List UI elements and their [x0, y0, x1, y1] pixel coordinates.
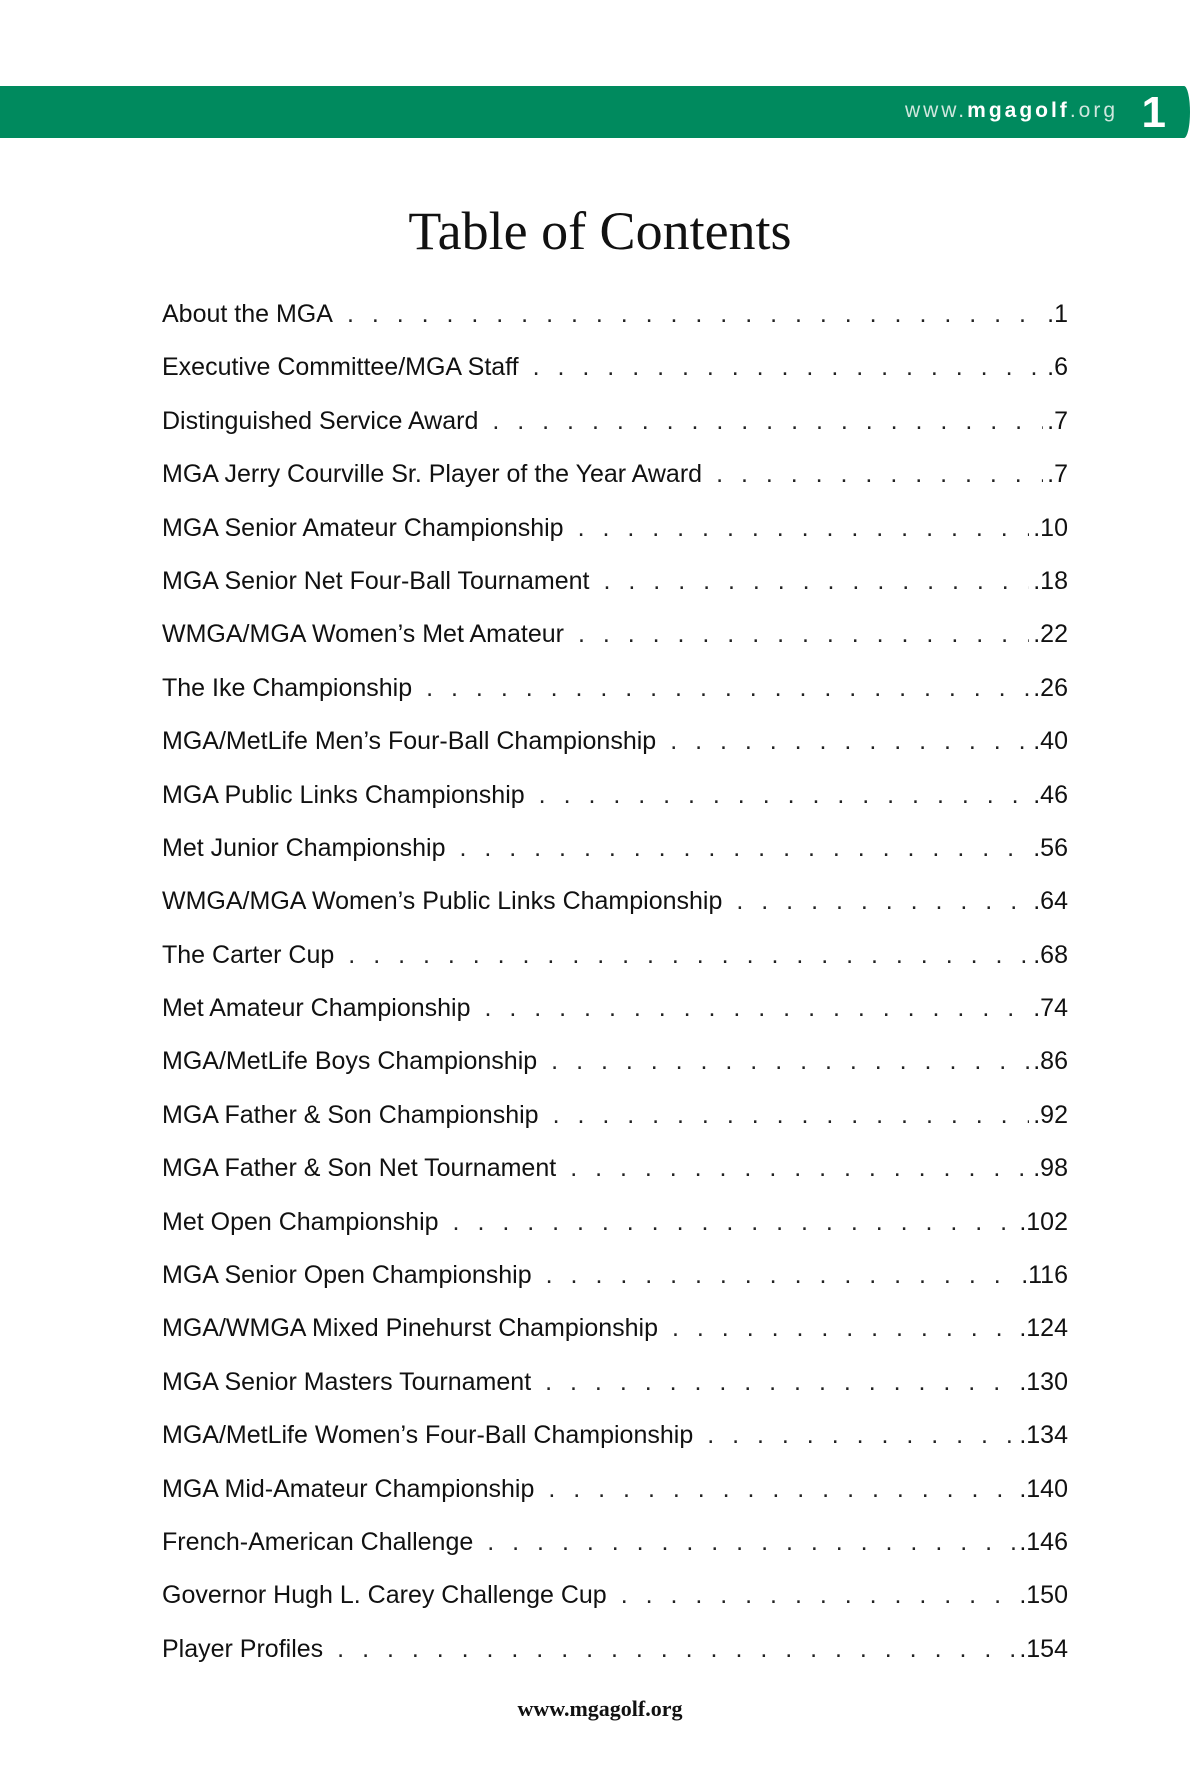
- toc-entry[interactable]: [162, 1154, 1068, 1207]
- toc-entry[interactable]: [162, 994, 1068, 1047]
- toc-entry-title: Met Junior Championship: [162, 833, 446, 862]
- toc-entry-page: .146: [1019, 1527, 1068, 1556]
- dot-leader: [621, 1581, 1016, 1610]
- dot-leader: [570, 1154, 1029, 1183]
- toc-entry-title: WMGA/MGA Women’s Met Amateur: [162, 620, 564, 649]
- toc-entry-title: MGA Mid-Amateur Championship: [162, 1474, 535, 1503]
- toc-entry-page: .68: [1033, 940, 1068, 969]
- toc-entry-page: .10: [1033, 513, 1068, 542]
- dot-leader: [553, 1101, 1030, 1130]
- toc-entry[interactable]: [162, 1581, 1068, 1634]
- toc-entry-page: .116: [1021, 1261, 1068, 1290]
- toc-entry[interactable]: [162, 1368, 1068, 1421]
- dot-leader: [337, 1635, 1015, 1664]
- dot-leader: [347, 300, 1043, 329]
- toc-entry-page: .102: [1019, 1207, 1068, 1236]
- dot-leader: [578, 514, 1030, 543]
- dot-leader: [533, 353, 1044, 382]
- toc-entry-title: Met Amateur Championship: [162, 994, 471, 1023]
- toc-entry-title: MGA Father & Son Net Tournament: [162, 1154, 557, 1183]
- toc-entry[interactable]: [162, 1635, 1068, 1688]
- toc-entry-title: Governor Hugh L. Carey Challenge Cup: [162, 1581, 607, 1610]
- dot-leader: [670, 727, 1029, 756]
- toc-entry-title: Player Profiles: [162, 1634, 324, 1663]
- toc-entry-page: .150: [1019, 1581, 1068, 1610]
- toc-entry[interactable]: [162, 300, 1068, 353]
- toc-entry-page: .46: [1033, 780, 1068, 809]
- toc-entry[interactable]: [162, 834, 1068, 887]
- toc-entry[interactable]: [162, 674, 1068, 727]
- toc-entry[interactable]: [162, 460, 1068, 513]
- toc-entry[interactable]: [162, 1101, 1068, 1154]
- toc-entry-title: The Ike Championship: [162, 673, 413, 702]
- toc-entry-title: MGA Senior Open Championship: [162, 1261, 532, 1290]
- dot-leader: [604, 567, 1030, 596]
- toc-entry-page: .130: [1019, 1367, 1068, 1396]
- toc-entry[interactable]: [162, 727, 1068, 780]
- dot-leader: [484, 994, 1029, 1023]
- toc-entry[interactable]: [162, 1047, 1068, 1100]
- toc-entry-page: .7: [1047, 460, 1068, 489]
- dot-leader: [578, 620, 1029, 649]
- table-of-contents: [162, 300, 1068, 1688]
- toc-entry-page: .26: [1033, 673, 1068, 702]
- toc-entry[interactable]: [162, 1528, 1068, 1581]
- toc-entry-page: .124: [1019, 1314, 1068, 1343]
- toc-entry-title: MGA Jerry Courville Sr. Player of the Year Award: [162, 460, 703, 489]
- toc-entry-page: .64: [1033, 887, 1068, 916]
- toc-entry[interactable]: [162, 941, 1068, 994]
- toc-entry-title: MGA/MetLife Women’s Four-Ball Championship: [162, 1421, 694, 1450]
- dot-leader: [548, 1475, 1015, 1504]
- toc-entry-page: .40: [1033, 727, 1068, 756]
- toc-entry-title: About the MGA: [162, 300, 333, 328]
- toc-entry-page: .6: [1047, 353, 1068, 382]
- toc-entry[interactable]: [162, 887, 1068, 940]
- toc-entry-title: MGA Senior Net Four-Ball Tournament: [162, 566, 590, 595]
- dot-leader: [539, 781, 1030, 810]
- toc-entry-title: MGA/MetLife Men’s Four-Ball Championship: [162, 727, 657, 756]
- dot-leader: [716, 460, 1043, 489]
- toc-entry[interactable]: [162, 1314, 1068, 1367]
- dot-leader: [459, 834, 1029, 863]
- toc-entry-title: MGA Father & Son Championship: [162, 1100, 539, 1129]
- toc-entry-page: .86: [1033, 1047, 1068, 1076]
- toc-entry-page: .7: [1047, 406, 1068, 435]
- toc-entry[interactable]: [162, 1475, 1068, 1528]
- toc-entry-title: Met Open Championship: [162, 1207, 439, 1236]
- toc-entry[interactable]: [162, 407, 1068, 460]
- toc-entry-page: .92: [1033, 1100, 1068, 1129]
- dot-leader: [546, 1261, 1018, 1290]
- toc-entry-title: MGA/WMGA Mixed Pinehurst Championship: [162, 1314, 659, 1343]
- toc-entry-page: .1: [1047, 300, 1068, 328]
- toc-entry[interactable]: [162, 353, 1068, 406]
- toc-entry[interactable]: [162, 514, 1068, 567]
- toc-entry-title: MGA Senior Amateur Championship: [162, 513, 564, 542]
- toc-entry[interactable]: [162, 1421, 1068, 1474]
- toc-entry[interactable]: [162, 781, 1068, 834]
- toc-entry-title: WMGA/MGA Women’s Public Links Championship: [162, 887, 723, 916]
- dot-leader: [426, 674, 1029, 703]
- toc-entry[interactable]: [162, 567, 1068, 620]
- toc-entry[interactable]: [162, 620, 1068, 673]
- toc-entry[interactable]: [162, 1208, 1068, 1261]
- dot-leader: [492, 407, 1043, 436]
- header-url: www.mgagolf.org: [904, 99, 1118, 122]
- dot-leader: [672, 1314, 1015, 1343]
- toc-entry-title: MGA Public Links Championship: [162, 780, 525, 809]
- toc-entry-title: French-American Challenge: [162, 1527, 474, 1556]
- toc-entry-page: .74: [1033, 994, 1068, 1023]
- toc-entry-title: Executive Committee/MGA Staff: [162, 353, 519, 382]
- page-title: Table of Contents: [408, 201, 792, 261]
- dot-leader: [348, 941, 1029, 970]
- dot-leader: [551, 1047, 1029, 1076]
- toc-entry-title: Distinguished Service Award: [162, 406, 479, 435]
- page-number: 1: [1141, 88, 1166, 137]
- toc-entry-page: .56: [1033, 833, 1068, 862]
- toc-entry-page: .22: [1033, 620, 1068, 649]
- toc-entry-title: MGA/MetLife Boys Championship: [162, 1047, 538, 1076]
- toc-entry-page: .140: [1019, 1474, 1068, 1503]
- toc-entry-page: .154: [1019, 1634, 1068, 1663]
- toc-entry-page: .18: [1033, 566, 1068, 595]
- toc-entry-page: .98: [1033, 1154, 1068, 1183]
- footer-url: www.mgagolf.org: [517, 1696, 683, 1721]
- toc-entry-page: .134: [1019, 1421, 1068, 1450]
- toc-entry[interactable]: [162, 1261, 1068, 1314]
- dot-leader: [545, 1368, 1015, 1397]
- dot-leader: [736, 887, 1029, 916]
- toc-entry-title: MGA Senior Masters Tournament: [162, 1367, 532, 1396]
- dot-leader: [487, 1528, 1015, 1557]
- dot-leader: [453, 1208, 1016, 1237]
- toc-entry-title: The Carter Cup: [162, 940, 335, 969]
- dot-leader: [707, 1421, 1015, 1450]
